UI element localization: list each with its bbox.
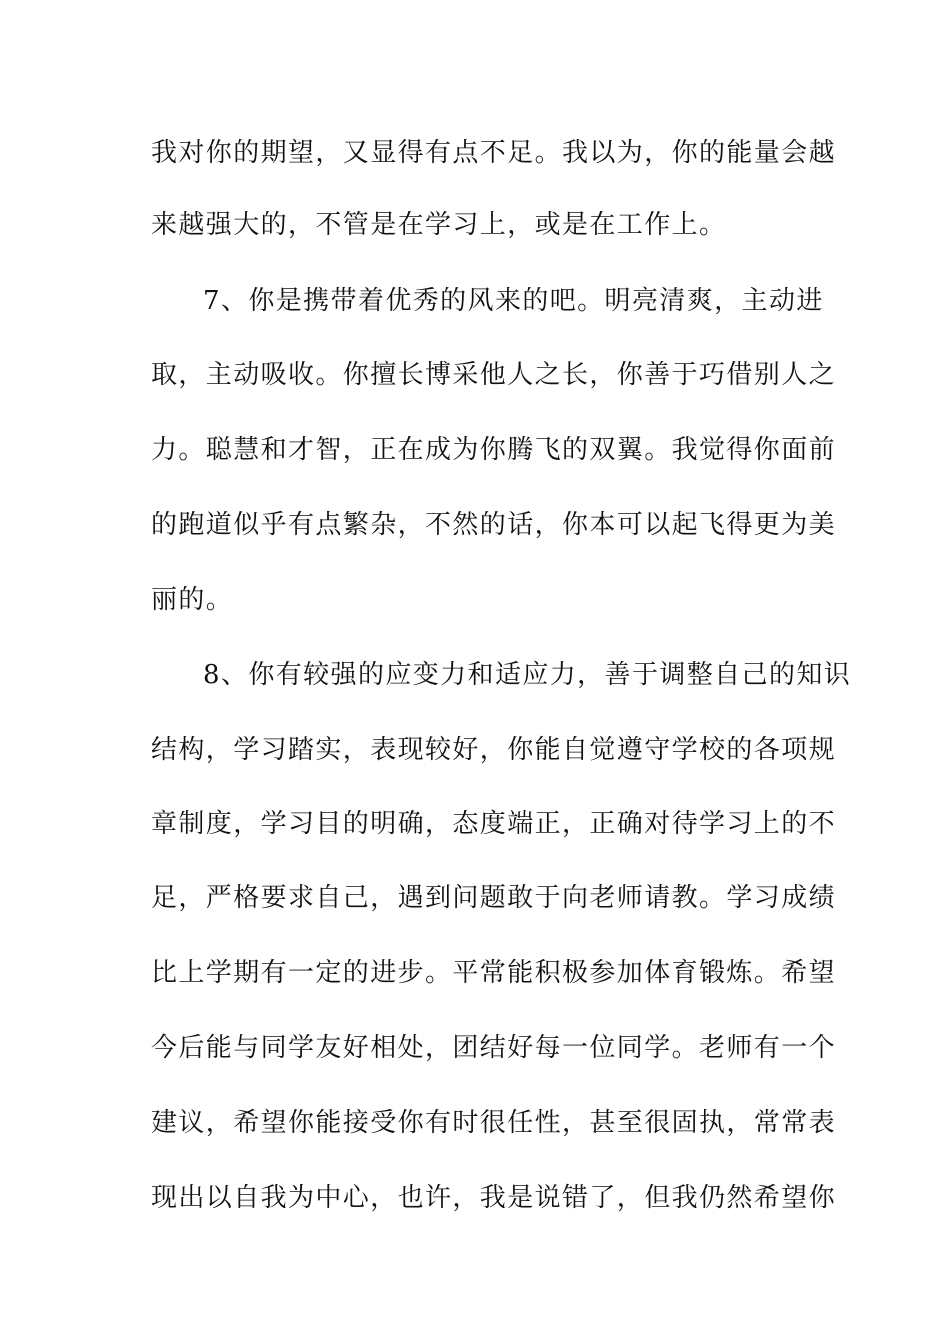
- text-line: 今后能与同学友好相处，团结好每一位同学。老师有一个: [151, 1033, 837, 1063]
- text-line: 章制度，学习目的明确，态度端正，正确对待学习上的不: [151, 809, 837, 839]
- text-line: 我对你的期望，又显得有点不足。我以为，你的能量会越: [151, 138, 837, 168]
- text-line: 建议，希望你能接受你有时很任性，甚至很固执，常常表: [151, 1108, 837, 1138]
- text-line: 比上学期有一定的进步。平常能积极参加体育锻炼。希望: [151, 958, 837, 988]
- text-line: 来越强大的，不管是在学习上，或是在工作上。: [151, 210, 727, 240]
- text-line: 足，严格要求自己，遇到问题敢于向老师请教。学习成绩: [151, 883, 837, 913]
- text-line: 力。聪慧和才智，正在成为你腾飞的双翼。我觉得你面前: [151, 435, 837, 465]
- paragraph-start-line: 8、你有较强的应变力和适应力，善于调整自己的知识: [203, 660, 852, 690]
- paragraph-start-line: 7、你是携带着优秀的风来的吧。明亮清爽，主动进: [203, 286, 824, 316]
- text-line: 的跑道似乎有点繁杂，不然的话，你本可以起飞得更为美: [151, 510, 837, 540]
- text-line: 结构，学习踏实，表现较好，你能自觉遵守学校的各项规: [151, 735, 837, 765]
- text-line: 现出以自我为中心，也许，我是说错了，但我仍然希望你: [151, 1183, 837, 1213]
- text-line: 取，主动吸收。你擅长博采他人之长，你善于巧借别人之: [151, 360, 837, 390]
- text-line: 丽的。: [151, 585, 234, 615]
